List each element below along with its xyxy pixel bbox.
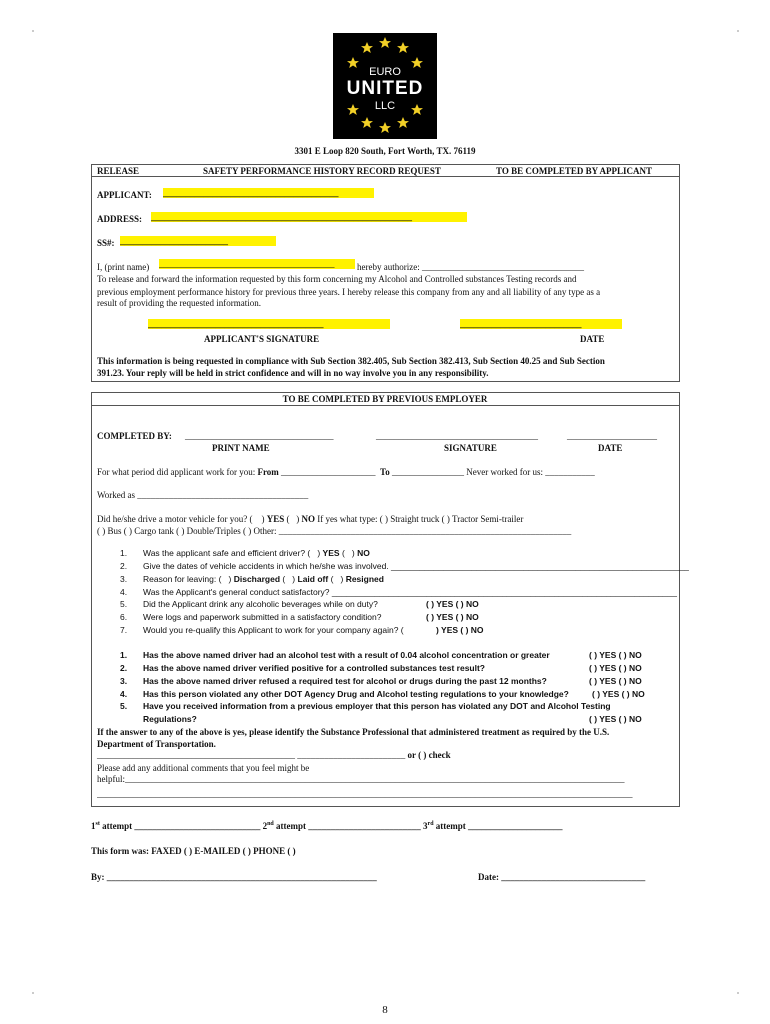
compliance-line1: This information is being requested in compliance with Sub Section 382.405, Sub Section 382.413, Sub Section 40.25 and Sub Section	[97, 356, 605, 366]
print-name-label: PRINT NAME	[212, 443, 270, 453]
yes-no-options[interactable]: ( ) YES ( ) NO	[592, 689, 645, 699]
question-number: 5.	[120, 701, 128, 711]
attempt3-field[interactable]: attempt _____________________	[435, 821, 563, 831]
substance-professional-field[interactable]: ____________________________________________	[97, 750, 295, 760]
corner-mark	[32, 30, 34, 32]
attempt2-field[interactable]: attempt _________________________	[276, 821, 421, 831]
question-number: 5.	[120, 599, 128, 609]
from-field[interactable]: _____________________	[281, 467, 376, 477]
applicant-address-field[interactable]: __________________________________________________________	[151, 212, 467, 222]
release-text-line3: result of providing the requested information.	[97, 298, 261, 308]
yes-no-options[interactable]: ( ) YES ( ) NO	[589, 663, 642, 673]
drive-yes[interactable]: YES	[266, 514, 285, 524]
if-yes-line1: If the answer to any of the above is yes, please identify the Substance Professional that administered treatment as required by the U.S.	[97, 727, 610, 737]
question-text: Would you re-qualify this Applicant to work for your company again? (	[143, 625, 404, 635]
attempt3-number: 3	[423, 821, 428, 831]
question-5	[120, 599, 479, 609]
employer-signature-field[interactable]: ____________________________________	[376, 431, 538, 441]
resigned-option[interactable]: Resigned	[345, 574, 384, 584]
if-yes-line2: Department of Transportation.	[97, 739, 216, 749]
question-number: 3.	[120, 676, 128, 686]
applicant-signature-field[interactable]: _______________________________________	[148, 319, 390, 329]
drug-question-5-cont	[143, 714, 642, 724]
paren: (	[341, 548, 345, 558]
comments-label: Please add any additional comments that you feel might be	[97, 763, 310, 773]
attempt2-suffix: nd	[267, 821, 274, 827]
yes-no-options[interactable]: ( ) YES ( ) NO	[426, 612, 479, 622]
question-text: Has the above named driver refused a required test for alcohol or drugs during the past 12 months?	[143, 676, 547, 686]
check-option[interactable]: or ( ) check	[407, 750, 451, 760]
logo-line2: UNITED	[346, 78, 424, 99]
period-text: For what period did applicant work for you:	[97, 467, 256, 477]
release-text-line2: previous employment performance history for previous three years. I hereby release this company from any and all liability of any type as a	[97, 287, 601, 297]
question-3: 3. Reason for leaving: ( ) Discharged ( ) Laid off ( ) Resigned	[120, 574, 384, 584]
to-field[interactable]: ________________	[391, 467, 464, 477]
substance-professional-row	[97, 750, 451, 760]
question-text: Has the above named driver verified positive for a controlled substances test result?	[143, 663, 485, 673]
employer-date-field[interactable]: ____________________	[567, 431, 657, 441]
drive-mid: (	[286, 514, 290, 524]
header-title: SAFETY PERFORMANCE HISTORY RECORD REQUEST	[203, 166, 441, 176]
comments-field-line2[interactable]: _______________________________________________________________________________________________________________________	[97, 789, 633, 799]
address-label: ADDRESS:	[97, 214, 143, 224]
question-number: 4.	[120, 587, 128, 597]
attempt1-suffix: st	[95, 821, 100, 827]
yes-no-options[interactable]: ( ) YES ( ) NO	[426, 599, 479, 609]
yes-no-options[interactable]: ( ) YES ( ) NO	[589, 714, 642, 724]
applicant-date-label: DATE	[580, 334, 605, 344]
question-text: Have you received information from a previous employer that this person has violated any DOT and Alcohol Testing	[143, 701, 611, 711]
question-7	[120, 625, 484, 635]
question-number: 6.	[120, 612, 128, 622]
print-name-field[interactable]: _______________________________________	[159, 259, 355, 269]
discharged-option[interactable]: Discharged	[233, 574, 281, 584]
yes-no-options[interactable]: ( ) YES ( ) NO	[589, 676, 642, 686]
laid-off-option[interactable]: Laid off	[297, 574, 329, 584]
drive-question: Did he/she drive a motor vehicle for you? (	[97, 514, 253, 524]
yes-no-options[interactable]: ) YES ( ) NO	[436, 625, 484, 635]
corner-mark	[737, 30, 739, 32]
page-number: 8	[382, 1004, 388, 1016]
applicant-label: APPLICANT:	[97, 190, 152, 200]
question-text: Has the above named driver had an alcohol test with a result of 0.04 alcohol concentration or greater	[143, 650, 550, 660]
comments-field-line1[interactable]: helpful:_______________________________________________________________________________________________________________	[97, 774, 625, 784]
yes-no-options[interactable]: ( ) YES ( ) NO	[589, 650, 642, 660]
question-number: 4.	[120, 689, 128, 699]
attempt1-field[interactable]: attempt ____________________________	[102, 821, 261, 831]
euro-united-logo	[333, 33, 437, 139]
drive-no[interactable]: NO	[301, 514, 315, 524]
question-text: Were logs and paperwork submitted in a satisfactory condition?	[143, 612, 382, 622]
applicant-date-field[interactable]: ___________________________	[460, 319, 622, 329]
question-4	[120, 587, 677, 597]
question-text[interactable]: Give the dates of vehicle accidents in which he/she was involved. _______________________________________________________________	[143, 561, 689, 571]
form-method-row[interactable]: This form was: FAXED ( ) E-MAILED ( ) PHONE ( )	[91, 846, 296, 856]
question-number: 2.	[120, 663, 128, 673]
drug-question-4	[120, 689, 645, 699]
ss-number-field[interactable]: ________________________	[120, 236, 276, 246]
attempt3-suffix: rd	[427, 821, 434, 827]
completed-by-field[interactable]: _________________________________	[185, 431, 334, 441]
corner-mark	[32, 992, 34, 994]
question-6	[120, 612, 479, 622]
question-text[interactable]: Was the Applicant's general conduct satisfactory? _________________________________________________________________________	[143, 587, 677, 597]
question-number: 1.	[120, 548, 128, 558]
vehicle-type-text[interactable]: If yes what type: ( ) Straight truck ( ) Tractor Semi-trailer	[317, 514, 524, 524]
print-name-prefix: I, (print name)	[97, 262, 150, 272]
question-number: 2.	[120, 561, 128, 571]
compliance-line2: 391.23. Your reply will be held in strict confidence and will in no way involve you in any responsibility.	[97, 368, 489, 378]
substance-professional-field-2[interactable]: ________________________	[297, 750, 406, 760]
header-applicant: TO BE COMPLETED BY APPLICANT	[496, 166, 653, 176]
no-option[interactable]: NO	[357, 548, 370, 558]
attempt-row	[91, 821, 563, 831]
date-field[interactable]: Date: ________________________________	[478, 872, 646, 882]
applicant-signature-label: APPLICANT'S SIGNATURE	[204, 334, 320, 344]
completed-by-label: COMPLETED BY:	[97, 431, 172, 441]
header-release: RELEASE	[97, 166, 140, 176]
drug-question-1	[120, 650, 642, 660]
attempt2-number: 2	[262, 821, 268, 831]
to-label: To	[380, 467, 390, 477]
ss-label: SS#:	[97, 238, 115, 248]
drive-question-row: Did he/she drive a motor vehicle for you? ( ) YES ( ) NO If yes what type: ( ) Straight truck ( ) Tractor Semi-trailer	[97, 514, 524, 524]
drug-question-3	[120, 676, 642, 686]
authorize-text: hereby authorize: ____________________________________	[357, 262, 584, 272]
period-row	[97, 467, 595, 477]
question-number: 1.	[120, 650, 128, 660]
logo-line1: EURO	[369, 66, 401, 78]
applicant-name-field[interactable]: _______________________________________	[163, 188, 374, 198]
signature-label: SIGNATURE	[444, 443, 497, 453]
question-1: 1. Was the applicant safe and efficient driver? ( ) YES ( ) NO	[120, 548, 370, 558]
question-text: Regulations?	[143, 714, 197, 724]
drug-question-2	[120, 663, 642, 673]
employer-section-title: TO BE COMPLETED BY PREVIOUS EMPLOYER	[282, 394, 488, 404]
attempt1-number: 1	[91, 821, 96, 831]
drug-question-5	[120, 701, 611, 711]
question-2	[120, 561, 689, 571]
from-label: From	[257, 467, 279, 477]
question-number: 3.	[120, 574, 128, 584]
question-text: Did the Applicant drink any alcoholic beverages while on duty?	[143, 599, 378, 609]
yes-option[interactable]: YES	[322, 548, 340, 558]
employer-divider	[91, 405, 679, 406]
date-label: DATE	[598, 443, 623, 453]
by-field[interactable]: By: ____________________________________________________________	[91, 872, 377, 882]
question-text: Reason for leaving: (	[143, 574, 222, 584]
question-number: 7.	[120, 625, 128, 635]
worked-as-field[interactable]: Worked as ______________________________________	[97, 490, 309, 500]
release-text-line1: To release and forward the information requested by this form concerning my Alcohol and Controlled substances Testing records and	[97, 274, 577, 284]
company-address: 3301 E Loop 820 South, Fort Worth, TX. 76119	[294, 146, 476, 156]
header-divider	[91, 176, 679, 177]
vehicle-type-line2[interactable]: ( ) Bus ( ) Cargo tank ( ) Double/Triples ( ) Other: _________________________________________________________________	[97, 526, 572, 536]
question-text: Has this person violated any other DOT Agency Drug and Alcohol testing regulations to your knowledge?	[143, 689, 569, 699]
corner-mark	[737, 992, 739, 994]
question-text: Was the applicant safe and efficient driver? (	[143, 548, 311, 558]
logo-line3: LLC	[374, 100, 396, 112]
never-worked-text[interactable]: Never worked for us: ___________	[466, 467, 595, 477]
